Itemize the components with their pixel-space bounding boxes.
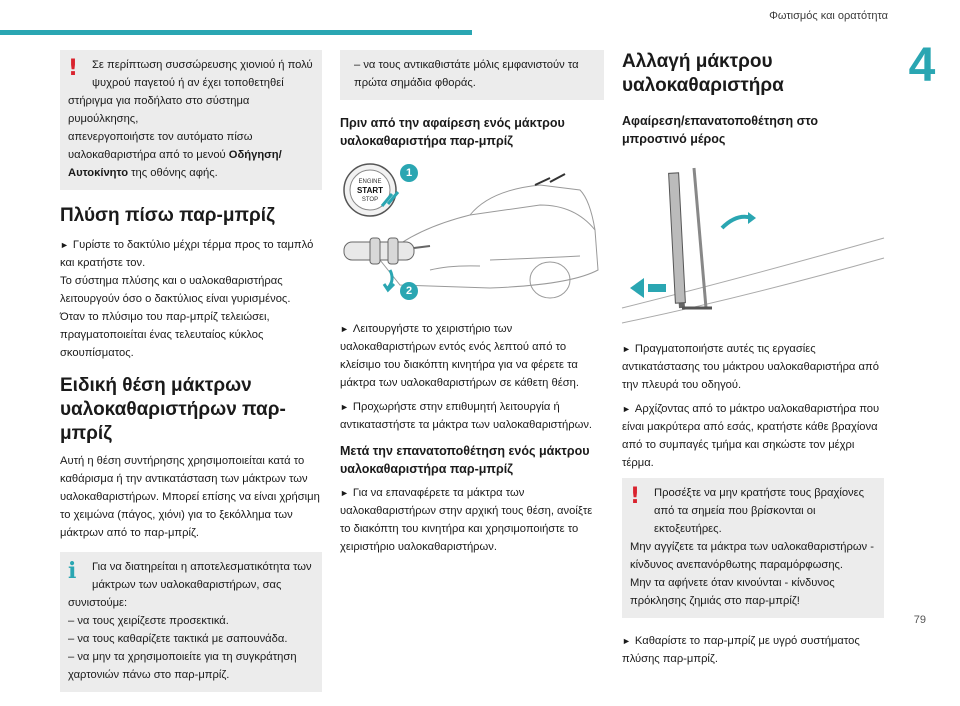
arrow-bullet-icon: ► [60,240,69,250]
note-line-end [68,164,314,182]
step-text: Πραγματοποιήστε αυτές τις εργασίες αντικατάστασης του μάκτρου υαλοκαθαριστήρα από την πλευρά του οδηγού. [622,343,879,391]
note-line: ψυχρού παγετού ή αν έχει τοποθετηθεί [92,77,284,89]
step-text: Προχωρήστε στην επιθυμητή λειτουργία ή αντικαταστήστε τα μάκτρα των υαλοκαθαριστήρων. [340,401,593,431]
info-icon: i [68,558,77,584]
special-position-heading [60,374,322,446]
stop-label: STOP [361,197,379,203]
warning-icon: ! [68,56,79,81]
wiper-stalk [344,238,430,264]
arrow-bullet-icon: ► [340,324,349,334]
heading-line: Αλλαγή μάκτρου [622,51,773,72]
rear-wash-p3: Όταν το πλύσιμο του παρ-μπρίζ τελειώσει, πραγματοποιείται ένας τελευταίος κύκλος σκουπίσματος. [60,311,270,359]
step-text: Καθαρίστε το παρ-μπρίζ με υγρό συστήματος πλύσης παρ-μπρίζ. [622,635,860,665]
chapter-number: 4 [908,39,936,92]
note-line: μάκτρων των υαλοκαθαριστήρων, σας [92,579,282,591]
heading-line: Ειδική θέση μάκτρων [60,375,252,396]
list-item: – να τους καθαρίζετε τακτικά με σαπουνάδα. [68,633,288,645]
section-title: Φωτισμός και ορατότητα [769,10,888,22]
column-2 [340,50,604,562]
arrow-bullet-icon: ► [622,344,631,354]
step-3 [622,632,884,668]
note-line: Για να διατηρείται η αποτελεσματικότητα των [92,561,312,573]
note-line: απενεργοποιήστε τον αυτόματο πίσω [68,131,253,143]
heading-line: υαλοκαθαριστήρα [622,75,784,96]
note-line-with-menu [68,146,314,164]
note-line: Προσέξτε να μην κρατήστε τους βραχίονες [654,487,865,499]
note-line: υαλοκαθαριστήρα από το μενού [68,149,226,161]
front-removal-subheading: Αφαίρεση/επανατοποθέτηση στο μπροστινό μέρος [622,114,818,146]
wiper-arm [669,168,706,308]
step-3 [340,484,604,556]
special-position-paragraph: Αυτή η θέση συντήρησης χρησιμοποιείται κατά το καθάρισμα ή την αντικατάσταση των μάκτρων των υαλοκαθαριστήρων. Μπορεί επίσης να είναι χρήσιμη το χειμώνα (πάγος, χιόνι) για το ξεκόλλημα των μάκτρων από το παρ-μπρίζ. [60,455,320,539]
list-item: – να τους αντικαθιστάτε μόλις εμφανιστούν τα πρώτα σημάδια φθοράς. [354,59,579,89]
engine-label: ENGINE [358,179,382,185]
header-accent-bar [0,30,472,35]
wiper-control-illustration [340,160,604,308]
note-line: συνιστούμε: [68,597,128,609]
car-front-drawing [340,160,604,308]
info-note-continued [340,50,604,100]
rear-wash-heading: Πλύση πίσω παρ-μπρίζ [60,205,275,226]
after-refit-heading: Μετά την επανατοποθέτηση ενός μάκτρου υαλοκαθαριστήρα παρ-μπρίζ [340,444,590,476]
rear-wash-p2: Το σύστημα πλύσης και ο υαλοκαθαριστήρας λειτουργούν όσο ο δακτύλιος είναι γυρισμένος. [60,275,291,305]
menu-name-driving: Οδήγηση/ [228,149,282,161]
step-text: Για να επαναφέρετε τα μάκτρα των υαλοκαθαριστήρων στην αρχική τους θέση, ανοίξτε το διακόπτη του κινητήρα και χρησιμοποιήστε το χειριστήριο υαλοκαθαριστήρων. [340,487,593,553]
callout-1: 1 [400,164,418,182]
column-1 [60,50,322,706]
warning-note-snow [60,50,322,190]
step-text: Λειτουργήστε το χειριστήριο των υαλοκαθαριστήρων εντός ενός λεπτού από το κλείσιμο του διακόπτη κινητήρα για να φέρετε τα μάκτρα των υαλοκαθαριστήρων σε κάθετη θέση. [340,323,579,389]
arrow-bullet-icon: ► [622,404,631,414]
info-note-maintenance [60,552,322,692]
step-1 [622,340,884,394]
list-item: – να μην τα χρησιμοποιείτε για τη συγκράτηση χαρτονιών πάνω στο παρ-μπρίζ. [68,651,297,681]
wiper-arm-drawing [622,158,884,328]
step-2 [340,398,604,434]
arrow-bullet-icon: ► [340,402,349,412]
note-line: από τα σημεία που βρίσκονται οι εκτοξευτήρες. [654,505,816,535]
rear-wash-step [60,236,322,362]
warning-icon: ! [630,484,641,509]
note-end-text: της οθόνης αφής. [128,167,218,179]
note-line: Σε περίπτωση συσσώρευσης χιονιού ή πολύ [92,59,313,71]
rear-wash-p1: Γυρίστε το δακτύλιο μέχρι τέρμα προς το ταμπλό και κρατήστε τον. [60,239,314,269]
before-removal-heading: Πριν από την αφαίρεση ενός μάκτρου υαλοκαθαριστήρα παρ-μπρίζ [340,116,565,148]
list-item: – να τους χειρίζεστε προσεκτικά. [68,615,229,627]
page-number: 79 [913,614,926,626]
step-1 [340,320,604,392]
column-3 [622,50,884,674]
arrow-bullet-icon: ► [340,488,349,498]
note-line: στήριγμα για ποδήλατο στο σύστημα ρυμούλκησης, [68,95,250,125]
warning-note-arms [622,478,884,618]
heading-line: υαλοκαθαριστήρων παρ-μπρίζ [60,399,286,444]
menu-name-vehicle: Αυτοκίνητο [68,167,129,179]
callout-2: 2 [400,282,418,300]
step-2 [622,400,884,472]
arrow-bullet-icon: ► [622,636,631,646]
step-text: Αρχίζοντας από το μάκτρο υαλοκαθαριστήρα που είναι μακρύτερα από εσάς, κρατήστε κάθε βραχίονα από το συμπαγές τμήμα και σηκώστε τον μέχρι τέρμα. [622,403,880,469]
wiper-arm-illustration [622,158,884,328]
note-line: Μην αγγίζετε τα μάκτρα των υαλοκαθαριστήρων - κίνδυνος ανεπανόρθωτης παραμόρφωσης. [630,541,874,571]
change-blade-heading [622,50,884,98]
start-label: START [356,186,384,195]
note-line: Μην τα αφήνετε όταν κινούνται - κίνδυνος πρόκλησης ζημιάς στο παρ-μπρίζ! [630,577,835,607]
